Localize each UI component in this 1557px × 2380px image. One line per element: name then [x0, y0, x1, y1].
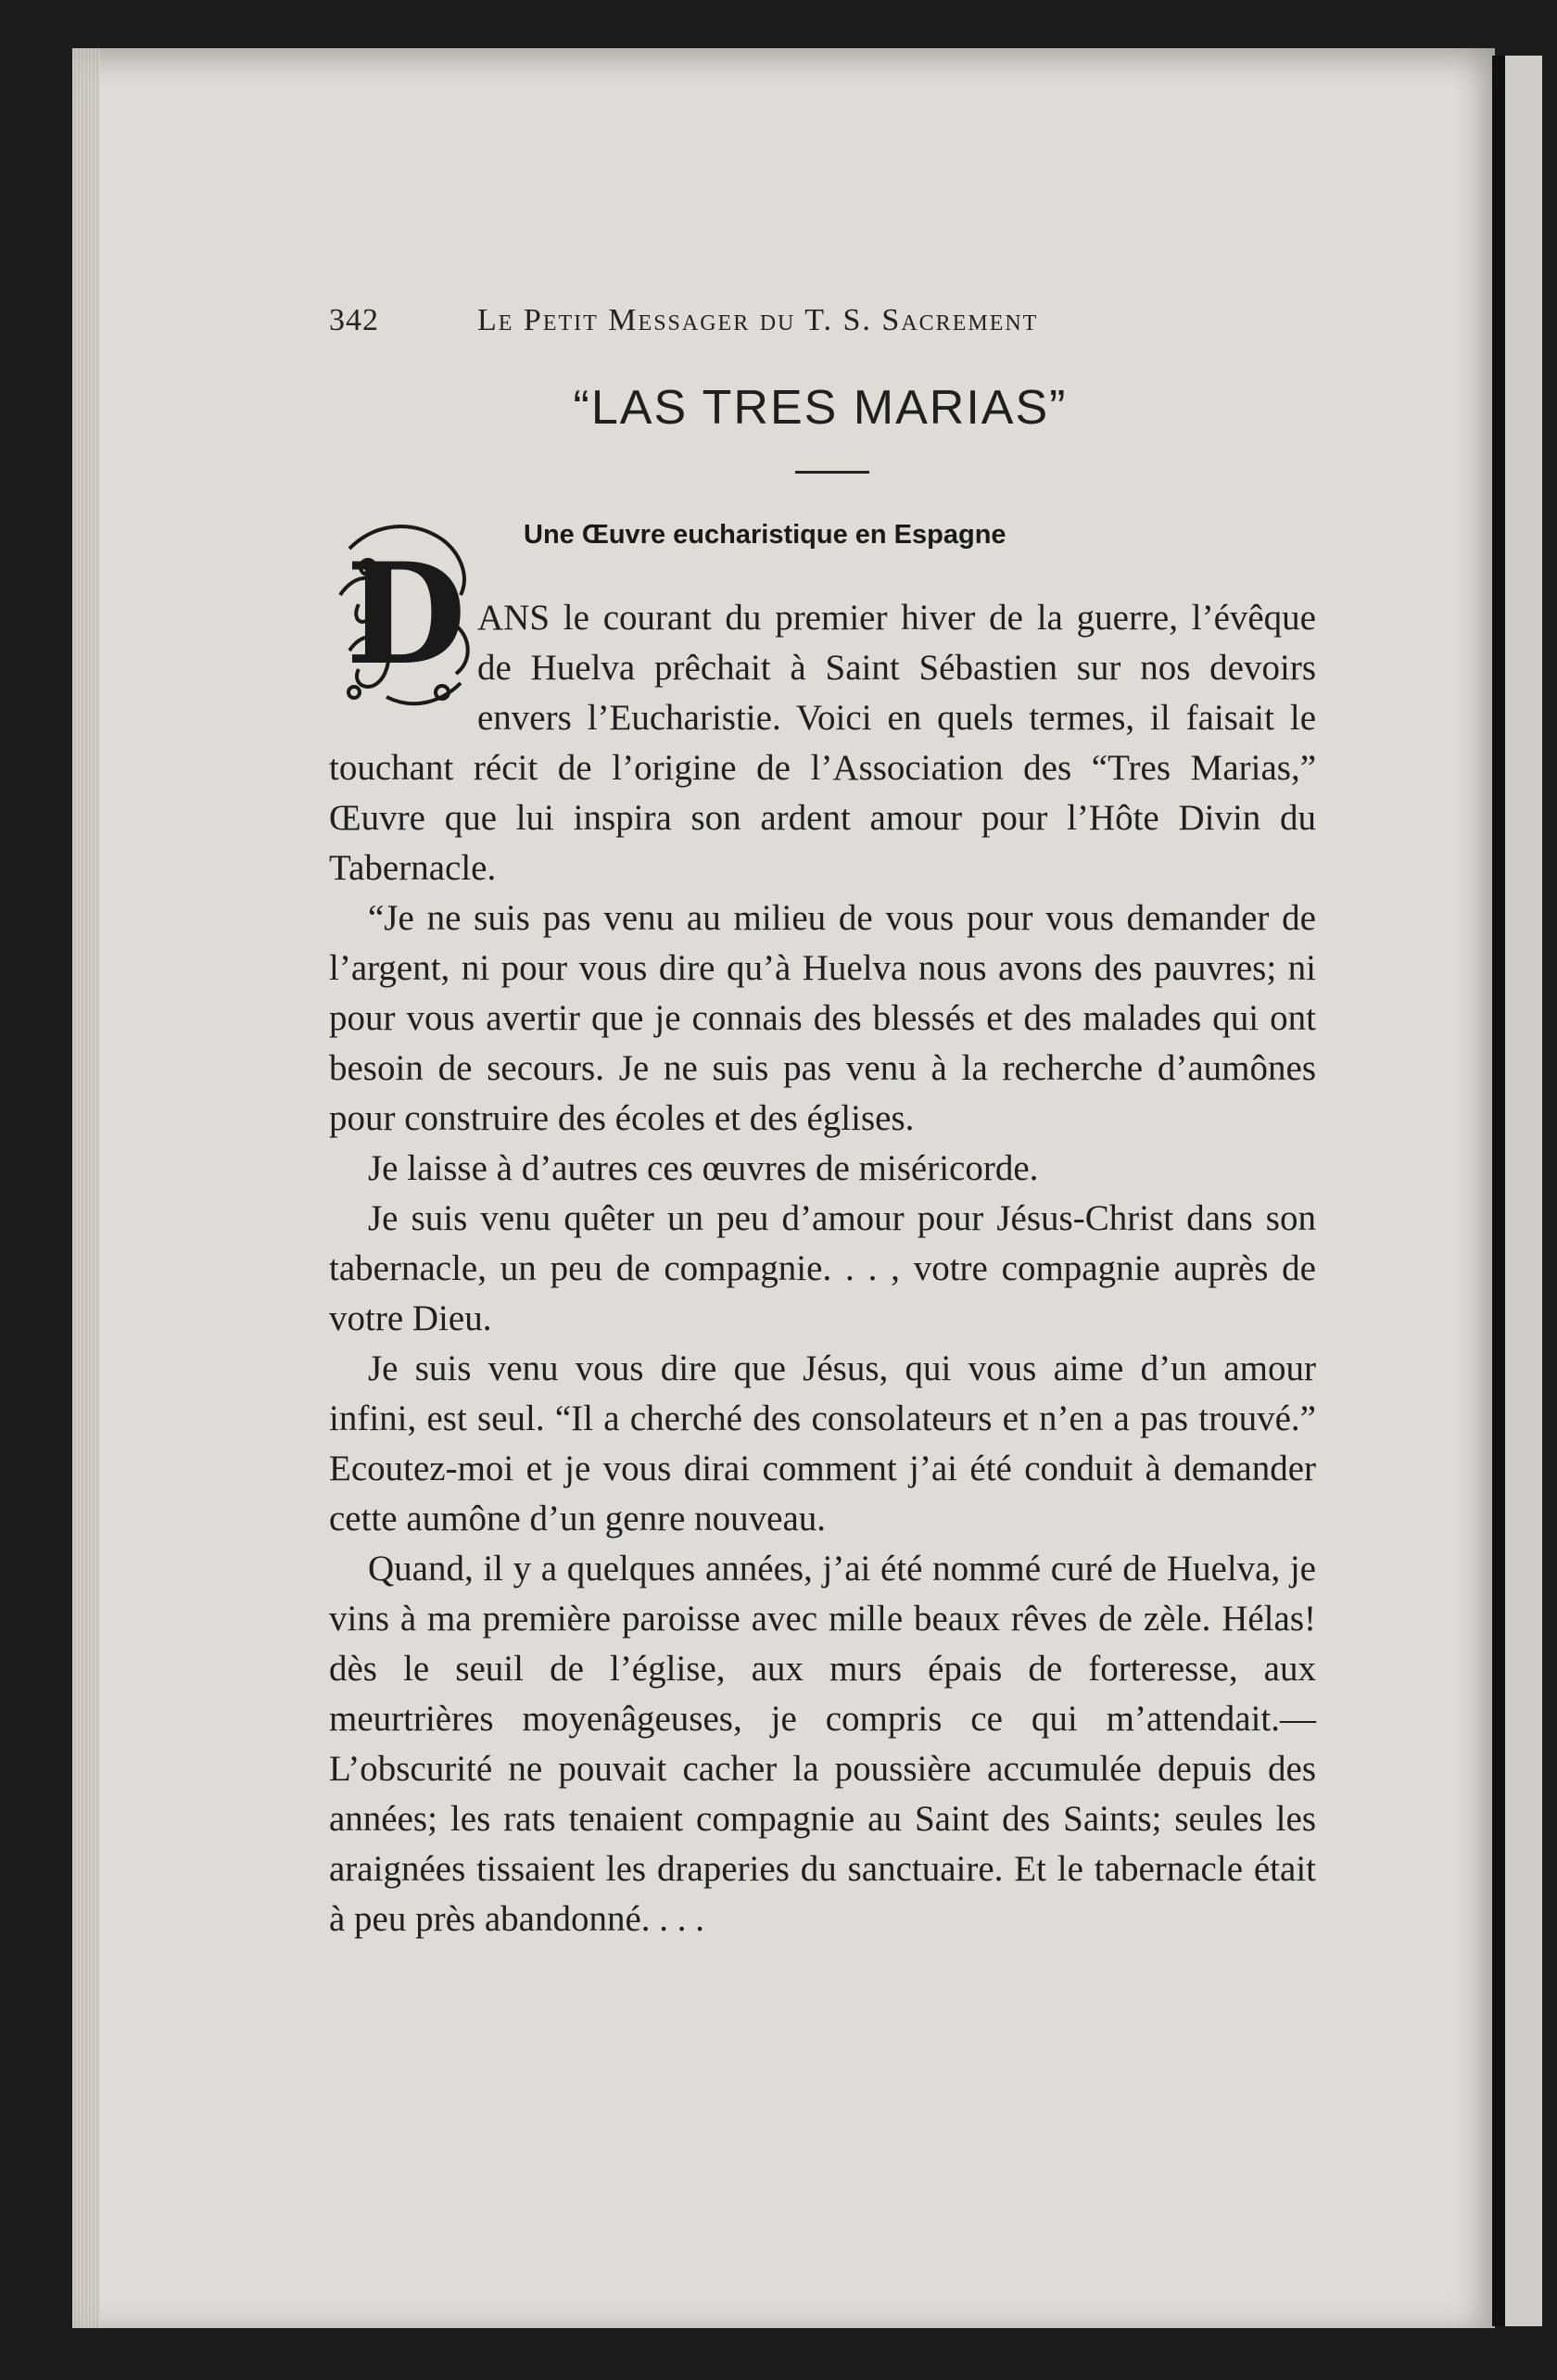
article-title: “LAS TRES MARIAS”	[573, 381, 1068, 435]
paragraph: Je suis venu vous dire que Jésus, qui vous aime d’un amour infini, est seul. “Il a cherché des consolateurs et n’en a pas trouvé.” Ecoutez-moi et je vous dirai comment j’ai été conduit à demander cette aumône d’un genre nouveau.	[329, 1348, 1316, 1538]
drop-cap-spacer	[329, 593, 477, 740]
page-edges	[72, 48, 100, 2328]
running-title: Le Petit Messager du T. S. Sacrement	[477, 303, 1039, 337]
binding-gutter	[1492, 56, 1505, 2326]
paragraph: Quand, il y a quelques années, j’ai été nommé curé de Huelva, je vins à ma première paroisse avec mille beaux rêves de zèle. Hélas! dès le seuil de l’église, aux murs épais de forteresse, aux meurtrières moyenâgeuses, je compris ce qui m’attendait.—L’obscurité ne pouvait cacher la poussière accumulée depuis des années; les rats tenaient compagnie au Saint des Saints; seules les araignées tissaient les draperies du sanctuaire. Et le tabernacle était à peu près abandonné. . . .	[329, 1549, 1316, 1939]
article-body	[329, 593, 1316, 1944]
page-number: 342	[329, 303, 379, 337]
paragraph: Je laisse à d’autres ces œuvres de miséricorde.	[368, 1148, 1039, 1188]
paragraph	[329, 593, 1316, 893]
facing-page-edge	[1505, 56, 1542, 2326]
title-rule	[795, 471, 869, 474]
drop-cap-letter: D	[345, 533, 467, 696]
running-header	[329, 303, 1311, 349]
paragraph: “Je ne suis pas venu au milieu de vous pour vous demander de l’argent, ni pour vous dire qu’à Huelva nous avons des pauvres; ni pour vous avertir que je connais des blessés et des malades qui ont besoin de secours. Je ne suis pas venu à la recherche d’aumônes pour construire des écoles et des églises.	[329, 898, 1316, 1138]
article-subtitle: Une Œuvre eucharistique en Espagne	[524, 520, 1006, 550]
paragraph-text: ANS le courant du premier hiver de la guerre, l’évêque de Huelva prêchait à Saint Sébastien sur nos devoirs envers l’Eucharistie. Voici en quels termes, il faisait le touchant récit de l’origine de l’Association des “Tres Marias,” Œuvre que lui inspira son ardent amour pour l’Hôte Divin du Tabernacle.	[329, 598, 1316, 888]
paragraph: Je suis venu quêter un peu d’amour pour Jésus-Christ dans son tabernacle, un peu de compagnie. . . , votre compagnie auprès de votre Dieu.	[329, 1198, 1316, 1338]
